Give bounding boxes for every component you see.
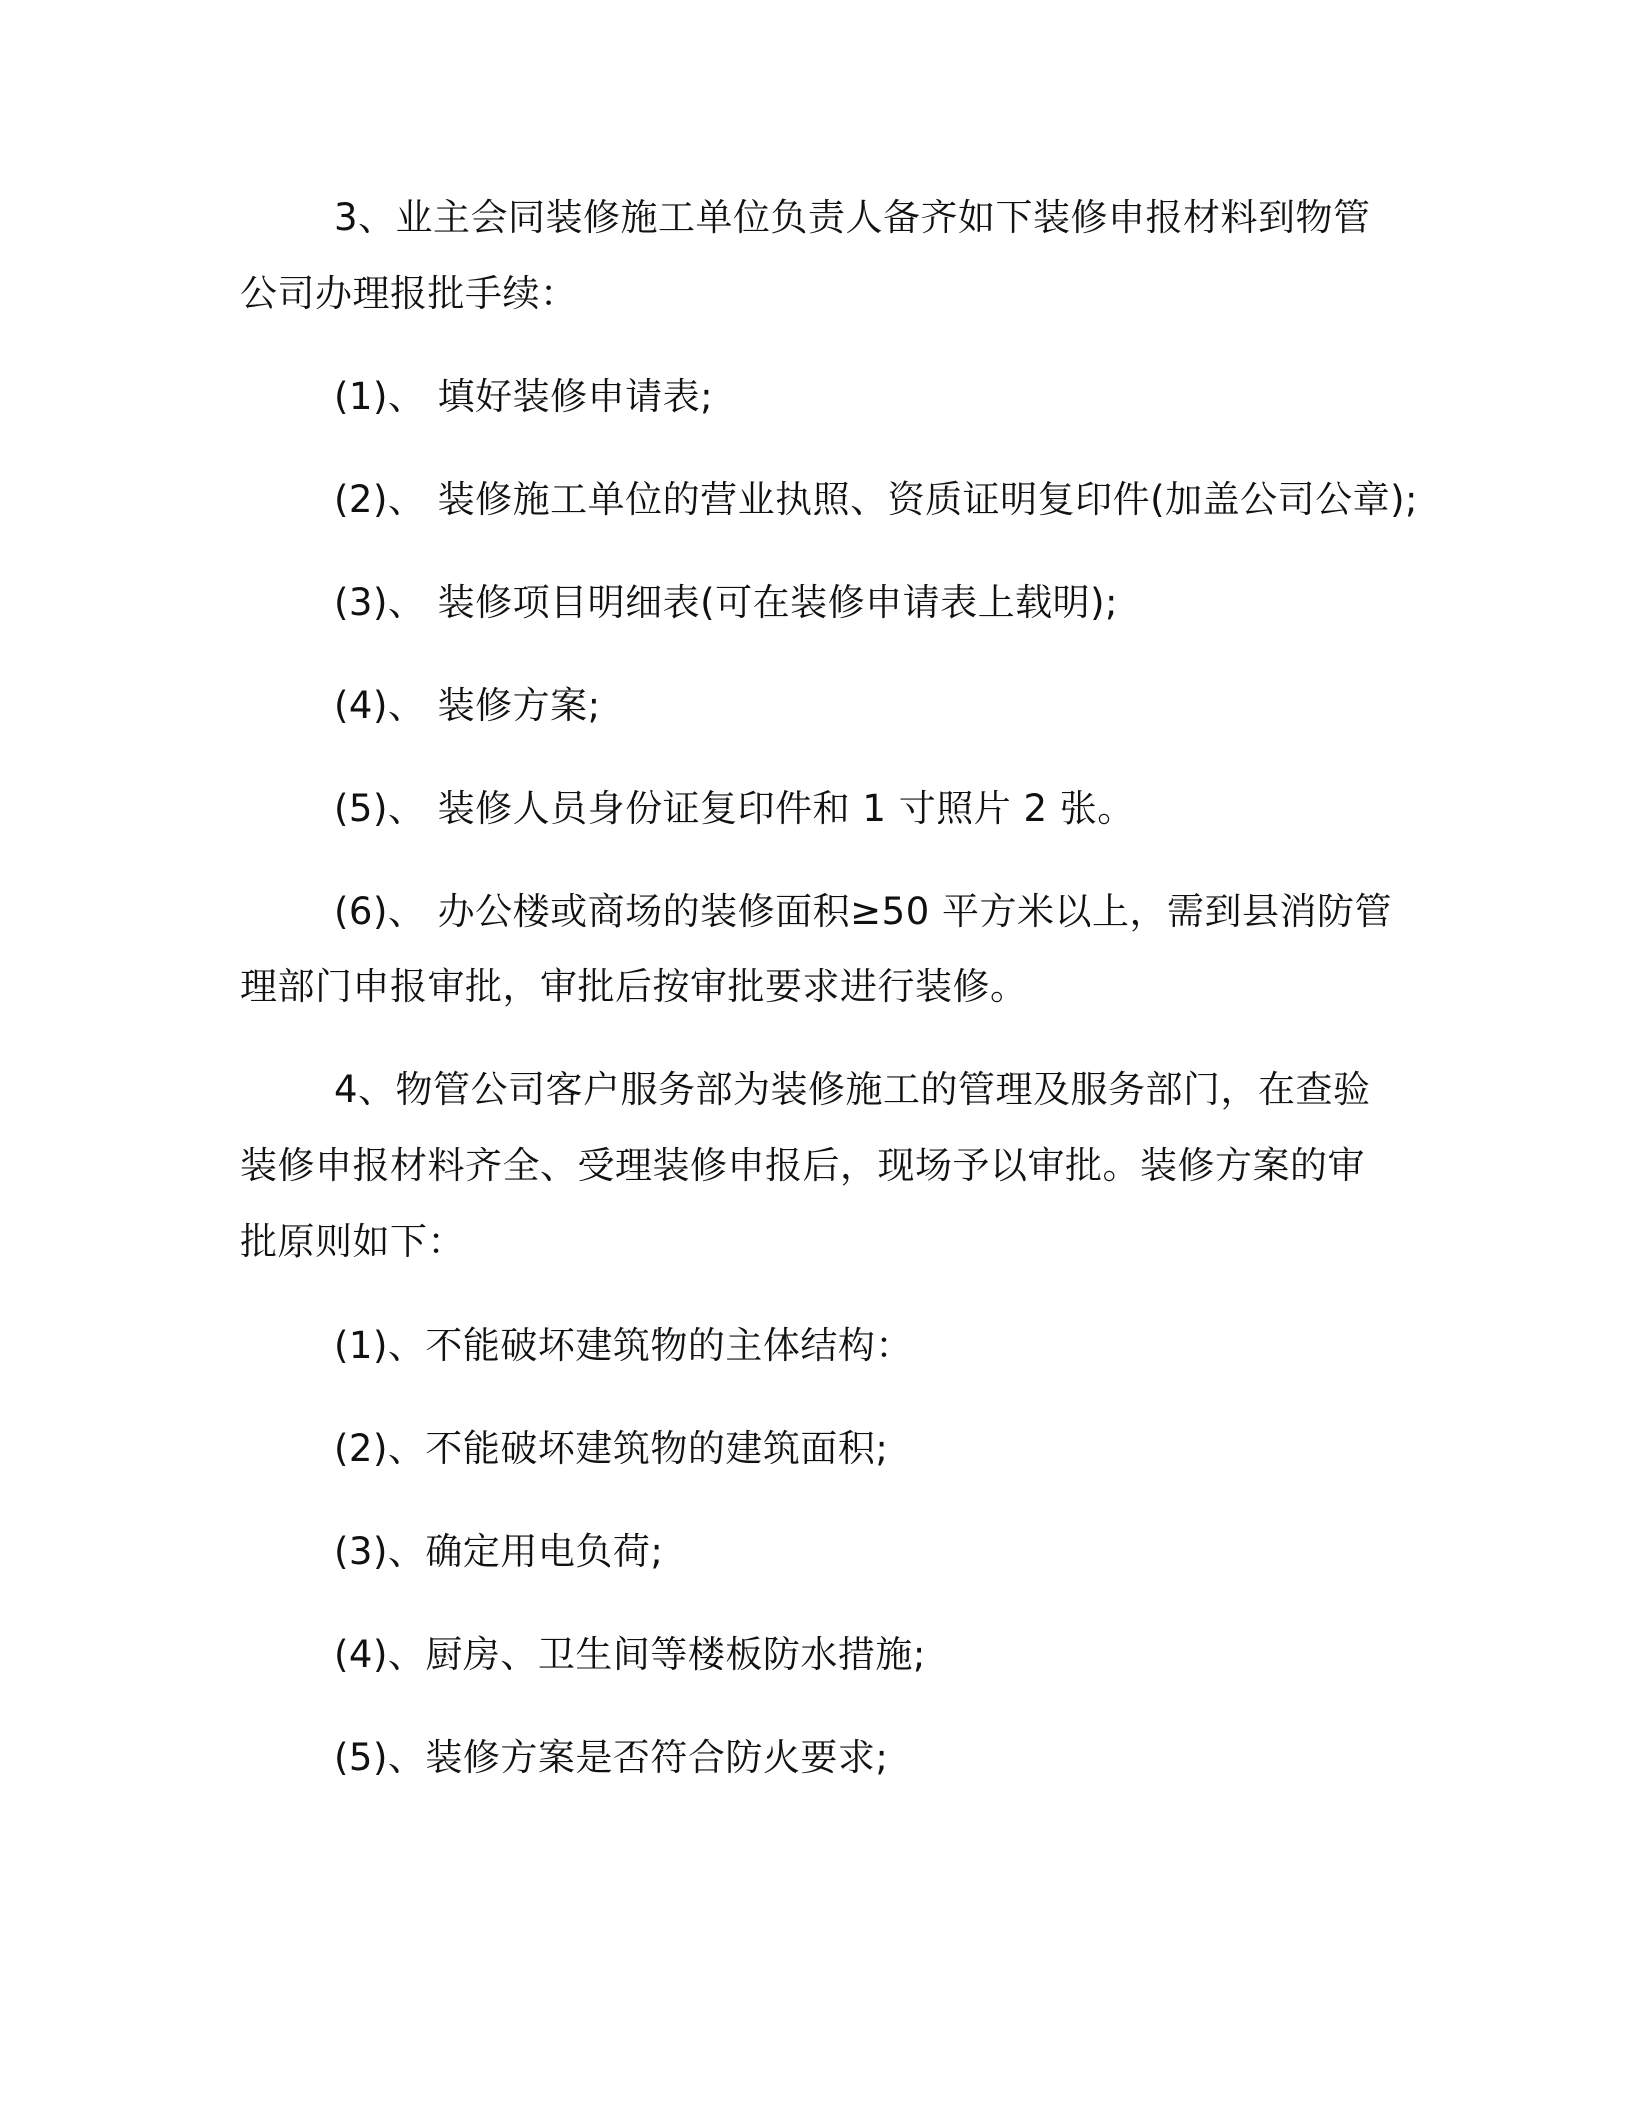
section-4-line-3: 批原则如下： <box>240 1220 465 1263</box>
section-4-line-2: 装修申报材料齐全、受理装修申报后，现场予以审批。装修方案的审 <box>240 1144 1365 1187</box>
section-4-item-5: (5)、装修方案是否符合防火要求; <box>334 1736 889 1779</box>
section-3-line-2: 公司办理报批手续： <box>240 272 578 315</box>
section-3-item-5: (5)、 装修人员身份证复印件和 1 寸照片 2 张。 <box>334 787 1135 830</box>
section-3-item-2: (2)、 装修施工单位的营业执照、资质证明复印件(加盖公司公章); <box>334 478 1419 521</box>
section-3-item-6-line-1: (6)、 办公楼或商场的装修面积≥50 平方米以上，需到县消防管 <box>334 890 1393 933</box>
section-3-item-1: (1)、 填好装修申请表; <box>334 375 714 418</box>
section-4-item-2: (2)、不能破坏建筑物的建筑面积; <box>334 1427 889 1470</box>
section-4-item-4: (4)、厨房、卫生间等楼板防水措施; <box>334 1633 926 1676</box>
section-3-line-1: 3、业主会同装修施工单位负责人备齐如下装修申报材料到物管 <box>334 196 1371 239</box>
section-4-line-1: 4、物管公司客户服务部为装修施工的管理及服务部门，在查验 <box>334 1068 1371 1111</box>
section-4-item-3: (3)、确定用电负荷; <box>334 1530 664 1573</box>
section-3-item-3: (3)、 装修项目明细表(可在装修申请表上载明); <box>334 581 1119 624</box>
section-3-item-6-line-2: 理部门申报审批，审批后按审批要求进行装修。 <box>240 965 1028 1008</box>
section-4-item-1: (1)、不能破坏建筑物的主体结构： <box>334 1324 913 1367</box>
section-3-item-4: (4)、 装修方案; <box>334 684 601 727</box>
